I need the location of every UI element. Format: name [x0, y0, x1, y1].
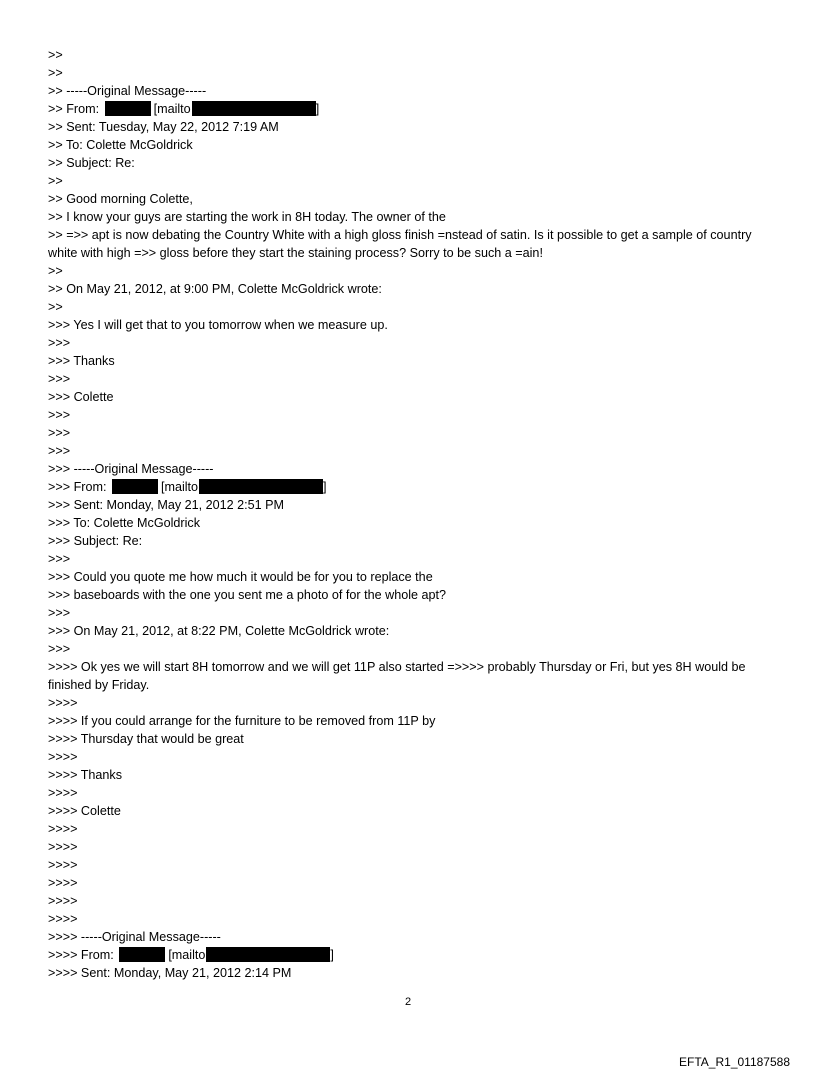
from-line: [48, 478, 768, 496]
quote-line: >>>: [48, 444, 71, 458]
from-label: >>> From:: [48, 480, 107, 494]
message-line: >>> Yes I will get that to you tomorrow when we measure up.: [48, 318, 388, 332]
from-line: [48, 946, 768, 964]
message-line: >>> Thanks: [48, 354, 115, 368]
quote-line: >>>>: [48, 696, 78, 710]
mailto-label: [mailto: [168, 948, 206, 962]
redacted-email-address: [199, 479, 323, 494]
quote-line: >>: [48, 48, 63, 62]
document-id: EFTA_R1_01187588: [679, 1055, 790, 1069]
sent-line: >> Sent: Tuesday, May 22, 2012 7:19 AM: [48, 120, 279, 134]
quote-line: >>>: [48, 552, 71, 566]
message-line: >>> baseboards with the one you sent me a photo of for the whole apt?: [48, 588, 447, 602]
subject-line: >> Subject: Re:: [48, 156, 135, 170]
to-line: >> To: Colette McGoldrick: [48, 138, 193, 152]
quote-line: >>>: [48, 408, 71, 422]
quote-line: >>: [48, 66, 63, 80]
quote-line: >>>>: [48, 912, 78, 926]
mailto-label: [mailto: [160, 480, 199, 494]
quote-line: >>>: [48, 372, 71, 386]
signature-line: >>> Colette: [48, 390, 114, 404]
mailto-label: [mailto: [153, 102, 191, 116]
from-label: >> From:: [48, 102, 100, 116]
redacted-email-address: [192, 101, 316, 116]
message-line: >>>> If you could arrange for the furniture to be removed from 11P by: [48, 714, 436, 728]
redacted-sender-name: [112, 479, 158, 494]
reply-attribution-line: >>> On May 21, 2012, at 8:22 PM, Colette McGoldrick wrote:: [48, 624, 390, 638]
original-message-header: >>> -----Original Message-----: [48, 462, 214, 476]
subject-line: >>> Subject: Re:: [48, 534, 143, 548]
quote-line: >>>>: [48, 750, 78, 764]
quote-line: >>: [48, 174, 63, 188]
original-message-header: >>>> -----Original Message-----: [48, 930, 221, 944]
quote-line: >>: [48, 264, 63, 278]
sent-line: >>> Sent: Monday, May 21, 2012 2:51 PM: [48, 498, 285, 512]
email-thread-body: [48, 46, 768, 982]
message-line: >> Good morning Colette,: [48, 192, 193, 206]
message-line: >>>> Thursday that would be great: [48, 732, 244, 746]
from-line: [48, 100, 768, 118]
quote-line: >>>>: [48, 822, 78, 836]
message-line: >> =>> apt is now debating the Country White with a high gloss finish =nstead of satin. Is it possible to get a sample of country white with high =>> gloss before they start the staining process? Sorry to be such a =ain!: [48, 228, 752, 260]
to-line: >>> To: Colette McGoldrick: [48, 516, 201, 530]
redacted-sender-name: [119, 947, 165, 962]
page-number: 2: [404, 996, 412, 1008]
quote-line: >>>>: [48, 858, 78, 872]
message-line: >>>> Ok yes we will start 8H tomorrow and we will get 11P also started =>>>> probably Thursday or Fri, but yes 8H would be finished by Friday.: [48, 660, 746, 692]
mailto-close: ]: [323, 480, 327, 494]
quote-line: >>>>: [48, 876, 78, 890]
quote-line: >>>: [48, 336, 71, 350]
quote-line: >>>>: [48, 894, 78, 908]
original-message-header: >> -----Original Message-----: [48, 84, 207, 98]
quote-line: >>>>: [48, 786, 78, 800]
redacted-email-address: [206, 947, 330, 962]
message-line: >> I know your guys are starting the work in 8H today. The owner of the: [48, 210, 446, 224]
quote-line: >>>: [48, 606, 71, 620]
sent-line: >>>> Sent: Monday, May 21, 2012 2:14 PM: [48, 966, 292, 980]
from-label: >>>> From:: [48, 948, 114, 962]
quote-line: >>>>: [48, 840, 78, 854]
quote-line: >>>: [48, 642, 71, 656]
mailto-close: ]: [330, 948, 334, 962]
quote-line: >>>: [48, 426, 71, 440]
quote-line: >>: [48, 300, 63, 314]
message-line: >>>> Thanks: [48, 768, 122, 782]
signature-line: >>>> Colette: [48, 804, 121, 818]
reply-attribution-line: >> On May 21, 2012, at 9:00 PM, Colette McGoldrick wrote:: [48, 282, 382, 296]
redacted-sender-name: [105, 101, 151, 116]
mailto-close: ]: [315, 102, 320, 116]
message-line: >>> Could you quote me how much it would be for you to replace the: [48, 570, 433, 584]
